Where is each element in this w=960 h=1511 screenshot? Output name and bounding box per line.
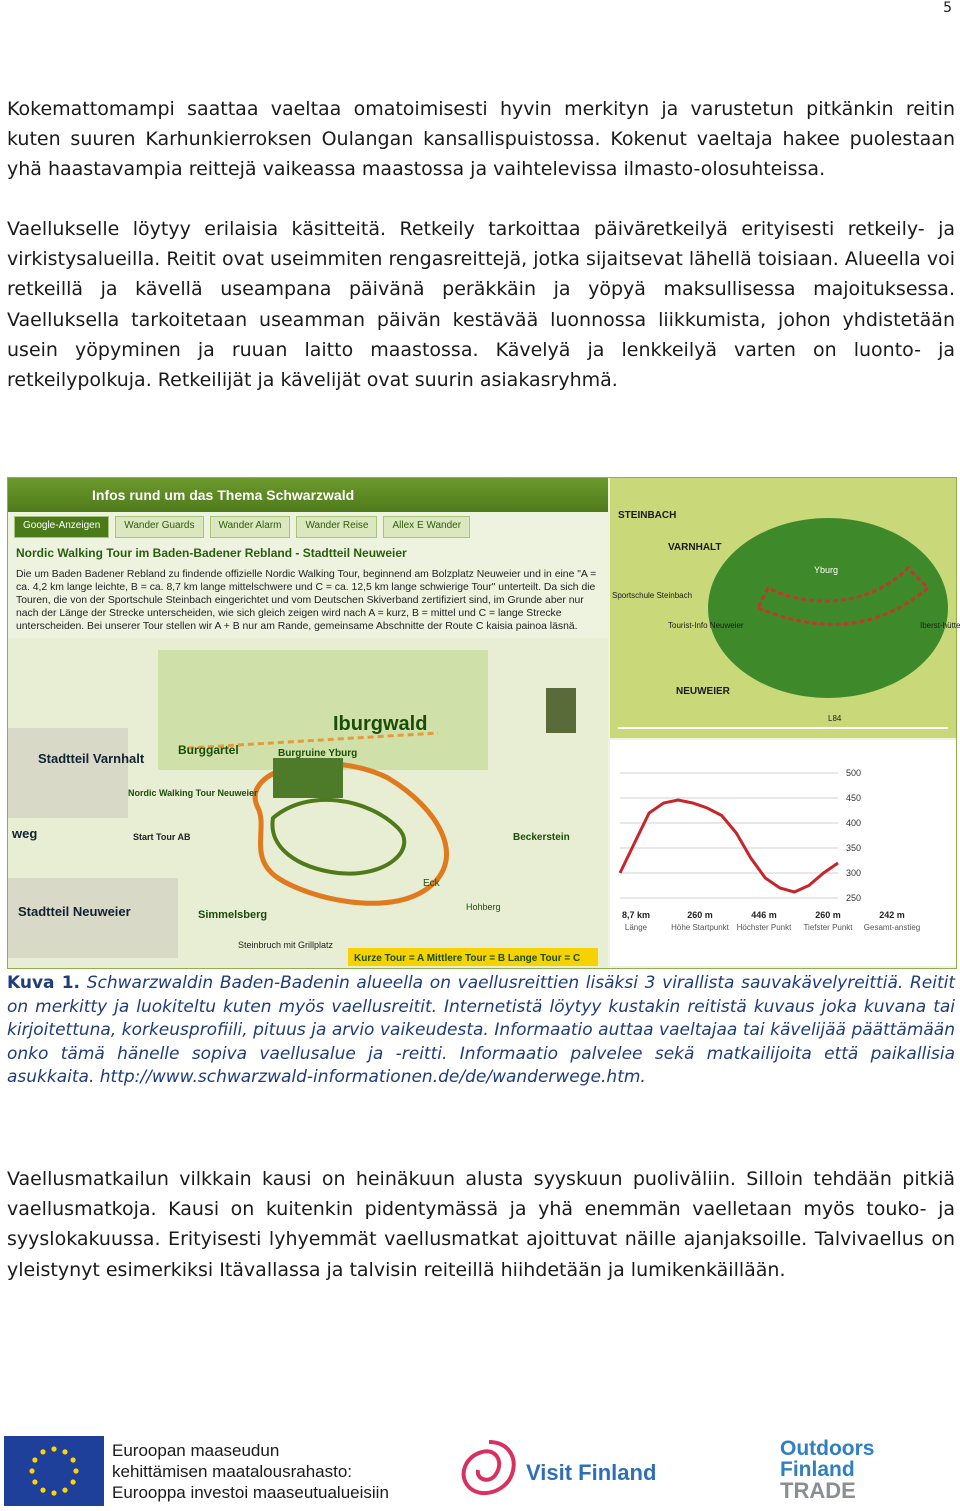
eu-star-icon <box>51 1490 56 1495</box>
elevation-stat-label: Länge <box>624 923 648 932</box>
visit-finland-text: Visit Finland <box>526 1460 657 1485</box>
nav-tab-wander-alarm[interactable]: Wander Alarm <box>210 516 291 538</box>
eu-star-icon <box>62 1449 67 1454</box>
outdoors-finland-logo <box>780 1438 960 1501</box>
eu-line-2: kehittämisen maatalousrahasto: <box>112 1462 353 1481</box>
page-number: 5 <box>943 0 952 16</box>
elevation-tick-label: 500 <box>846 768 862 778</box>
legend-text: Kurze Tour = A Mittlere Tour = B Lange Tour = C <box>354 953 581 964</box>
label-sportschule: Sportschule Steinbach <box>612 591 693 600</box>
figure-schwarzwald-map <box>7 477 960 969</box>
elevation-tick-label: 300 <box>846 868 862 878</box>
eu-star-icon <box>62 1488 67 1493</box>
eu-star-icon <box>71 1457 76 1462</box>
caption-label: Kuva 1. <box>7 973 81 993</box>
label-simmelsberg: Simmelsberg <box>198 909 268 921</box>
eu-star-icon <box>32 1479 37 1484</box>
elevation-tick-label: 350 <box>846 843 862 853</box>
eu-fund-text <box>112 1440 452 1503</box>
elevation-stat-label: Höhe Startpunkt <box>671 923 729 932</box>
eu-flag-icon <box>4 1436 104 1506</box>
label-touristinfo: Tourist-Info Neuweier <box>668 621 744 630</box>
footer-logos <box>0 1430 960 1511</box>
label-varnhalt-top: VARNHALT <box>668 542 722 553</box>
label-weg: weg <box>12 826 38 841</box>
nav-tab-ads[interactable]: Google-Anzeigen <box>14 516 109 538</box>
label-steinbach: STEINBACH <box>618 510 677 521</box>
visit-finland-logo-icon <box>452 1434 526 1508</box>
label-yburg: Yburg <box>814 565 839 575</box>
elevation-stat-label: Tiefster Punkt <box>803 923 853 932</box>
elevation-stat-label: Höchster Punkt <box>736 923 792 932</box>
figure-caption <box>7 972 955 1090</box>
figure-nav <box>8 516 608 538</box>
town-varnhalt-area <box>8 728 128 818</box>
outdoors-line-3: TRADE <box>780 1478 856 1503</box>
label-start: Start Tour AB <box>133 832 191 842</box>
label-eck: Eck <box>423 878 440 889</box>
label-iberst: Iberst-hütte <box>920 621 960 630</box>
label-burggartel: Burggartel <box>178 743 239 757</box>
eu-line-3: Eurooppa investoi maaseutualueisiin <box>112 1483 389 1502</box>
caption-text: Schwarzwaldin Baden-Badenin alueella on vaellusreittien lisäksi 3 virallista sauvakävelyreittiä. Reitit on merkitty ja luokiteltu kuten myös vaellusreitit. Internetistä löytyy kustakin reitistä kuvaus joka kuvana tai kirjoitettuna, korkeusprofiili, pituus ja arvio vaikeudesta. Informaatio auttaa vaeltajaa tai kävelijää päättämään onko tämä hänelle sopiva vaellusalue ja -reitti. Informaatio palvelee sekä matkailijoita että paikallisia asukkaita. http://www.schwarzwald-informationen.de/de/wanderwege.htm. <box>7 973 955 1088</box>
elevation-stat-value: 8,7 km <box>621 910 651 920</box>
label-burgwald: Iburgwald <box>333 713 428 735</box>
label-hohberg: Hohberg <box>466 902 501 912</box>
elevation-panel <box>610 740 956 966</box>
paragraph-2: Vaellukselle löytyy erilaisia käsitteitä. Retkeily tarkoittaa päiväretkeilyä erityisesti retkeily- ja virkistysalueilla. Reitit ovat useimmiten rengasreittejä, jotka sijaitsevat lähellä toisiaan. Alueella voi retkeillä ja kävellä useampana päivänä peräkkäin ja yöpyä maksullisessa majoituksessa. Vaelluksella tarkoitetaan useamman päivän kestävää luonnossa liikkumista, johon yhdistetään usein yöpyminen ja ruuan laitto maastossa. Kävelyä ja lenkkeilyä varten on luonto- ja retkeilypolkuja. Retkeilijät ja kävelijät ovat suurin asiakasryhmä. <box>7 218 955 392</box>
figure-text: Die um Baden Badener Rebland zu findende offizielle Nordic Walking Tour, beginnend am Bolzplatz Neuweier und in eine "A = ca. 4,2 km lange leichte, B = ca. 8,7 km lange mittelschwere und C = ca. 12,5 km lange schwierige Tour" unterteilt. Da sich die Touren, die von der Sportschule Steinbach eingerichtet und vom Deutschen Skiverband zertifiziert sind, im Grunde aber nur nach der Länge der Strecke unterscheiden, wie sich gleich zeigen wird nach A = kurz, B = mittel und C = lange Strecke unterscheiden. Bei unserer Tour stellen wir A + B nur am Rande, gemeinsame Abschnitte der Route C kaisia painoa läsnä. <box>16 569 597 632</box>
label-l84: L84 <box>828 714 842 723</box>
elevation-stat-value: 260 m <box>687 910 713 920</box>
paragraph-1: Kokemattomampi saattaa vaeltaa omatoimisesti hyvin merkityn ja varustetun pitkänkin reitin kuten suuren Karhunkierroksen Oulangan kansallispuistossa. Kokenut vaeltaja hakee puolestaan yhä haastavampia reittejä vaikeassa maastossa ja vaihtelevissa ilmasto-olosuhteissa. <box>7 98 955 181</box>
label-beckerstein: Beckerstein <box>513 832 570 843</box>
eu-star-icon <box>40 1449 45 1454</box>
nav-tab-allex-wander[interactable]: Allex E Wander <box>383 516 470 538</box>
photo-ruine <box>273 758 343 798</box>
paragraph-3: Vaellusmatkailun vilkkain kausi on heinäkuun alusta syyskuun puoliväliin. Silloin tehdään pitkiä vaellusmatkoja. Kausi on kuitenkin pidentymässä ja yhä enemmän vaelletaan myös touko- ja syyslokakuussa. Erityisesti lyhyemmät vaellusmatkat ajoittuvat näille ajanjaksoille. Talvivaellus on yleistynyt esimerkiksi Itävallassa ja talvisin reiteillä hiihdetään ja lumikenkäillään. <box>7 1168 955 1281</box>
elevation-tick-label: 450 <box>846 793 862 803</box>
eu-star-icon <box>71 1479 76 1484</box>
elevation-tick-label: 400 <box>846 818 862 828</box>
elevation-stat-label: Gesamt-anstieg <box>863 923 921 932</box>
elevation-stat-value: 242 m <box>879 910 905 920</box>
nav-tab-wander-reise[interactable]: Wander Reise <box>296 516 377 538</box>
outdoors-line-2: Finland <box>780 1458 855 1481</box>
label-nordic: Nordic Walking Tour Neuweier <box>128 788 258 798</box>
label-ruine: Burgruine Yburg <box>278 748 358 759</box>
eu-star-icon <box>73 1468 78 1473</box>
elevation-stat-value: 446 m <box>751 910 777 920</box>
elevation-stat-value: 260 m <box>815 910 841 920</box>
label-neuweier: Stadtteil Neuweier <box>18 904 131 919</box>
label-neuweier-top: NEUWEIER <box>676 686 730 697</box>
eu-star-icon <box>32 1457 37 1462</box>
eu-star-icon <box>40 1488 45 1493</box>
label-steinbruch: Steinbruch mit Grillplatz <box>238 940 334 950</box>
eu-star-icon <box>51 1446 56 1451</box>
label-varnhalt: Stadtteil Varnhalt <box>38 751 145 766</box>
photo-hut <box>546 688 576 733</box>
map-right-forest <box>708 518 948 698</box>
eu-star-icon <box>29 1468 34 1473</box>
eu-line-1: Euroopan maaseudun <box>112 1441 280 1460</box>
nav-tab-wander-guards[interactable]: Wander Guards <box>115 516 203 538</box>
outdoors-line-1: Outdoors <box>780 1437 875 1460</box>
figure-title: Nordic Walking Tour im Baden-Badener Rebland - Stadtteil Neuweier <box>16 546 407 560</box>
elevation-tick-label: 250 <box>846 893 862 903</box>
figure-header: Infos rund um das Thema Schwarzwald <box>8 478 608 512</box>
